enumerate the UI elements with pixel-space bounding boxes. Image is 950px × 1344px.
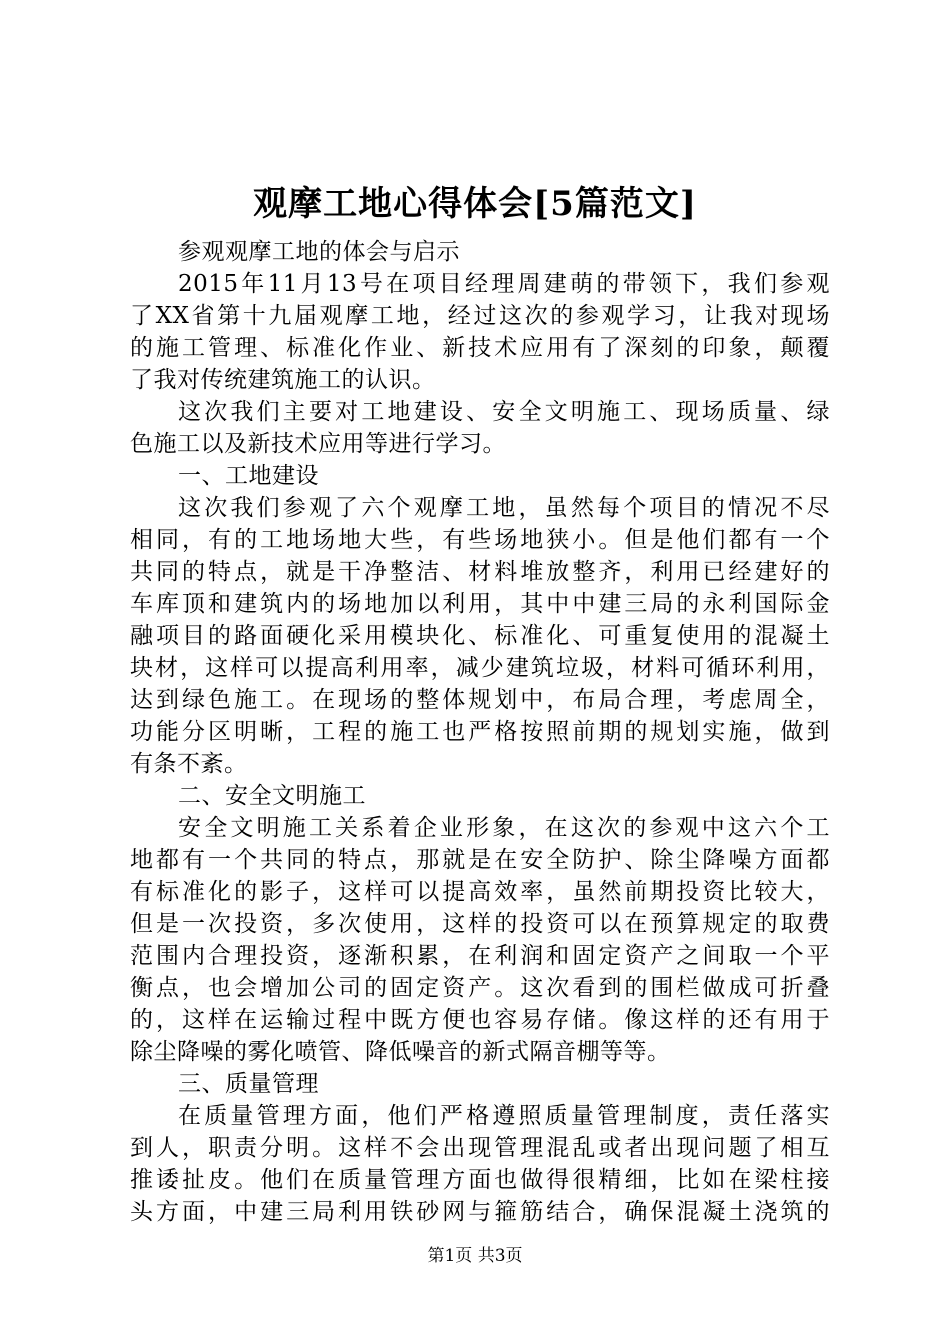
text-line: 了XX省第十九届观摩工地，经过这次的参观学习，让我对现场 (130, 303, 830, 329)
text-line: 衡点，也会增加公司的固定资产。这次看到的围栏做成可折叠 (130, 975, 830, 1001)
text-line: 有标准化的影子，这样可以提高效率，虽然前期投资比较大， (130, 879, 830, 905)
text-line: 功能分区明晰，工程的施工也严格按照前期的规划实施，做到 (130, 719, 830, 745)
text-line: 的施工管理、标准化作业、新技术应用有了深刻的印象，颠覆 (130, 335, 830, 361)
text-line: 2015年11月13号在项目经理周建萌的带领下，我们参观 (178, 271, 830, 297)
document-body (130, 236, 830, 1228)
text-line: 融项目的路面硬化采用模块化、标准化、可重复使用的混凝土 (130, 623, 830, 649)
text-line: 安全文明施工关系着企业形象，在这次的参观中这六个工 (178, 815, 830, 841)
text-line: 有条不紊。 (130, 751, 248, 777)
text-line: 地都有一个共同的特点，那就是在安全防护、除尘降噪方面都 (130, 847, 830, 873)
text-line: 头方面，中建三局利用铁砂网与箍筋结合，确保混凝土浇筑的 (130, 1199, 830, 1225)
text-line: 这次我们参观了六个观摩工地，虽然每个项目的情况不尽 (178, 495, 830, 521)
text-line: 推诿扯皮。他们在质量管理方面也做得很精细，比如在梁柱接 (130, 1167, 830, 1193)
text-line: 这次我们主要对工地建设、安全文明施工、现场质量、绿 (178, 399, 830, 425)
text-line: 范围内合理投资，逐渐积累，在利润和固定资产之间取一个平 (130, 943, 830, 969)
document-title: 观摩工地心得体会[5篇范文] (253, 184, 697, 224)
text-line: 了我对传统建筑施工的认识。 (130, 367, 436, 393)
text-line: 相同，有的工地场地大些，有些场地狭小。但是他们都有一个 (130, 527, 830, 553)
text-line: 共同的特点，就是干净整洁、材料堆放整齐，利用已经建好的 (130, 559, 830, 585)
text-line: 二、安全文明施工 (178, 783, 366, 809)
text-line: 色施工以及新技术应用等进行学习。 (130, 431, 506, 457)
text-line: 但是一次投资，多次使用，这样的投资可以在预算规定的取费 (130, 911, 830, 937)
text-line: 的，这样在运输过程中既方便也容易存储。像这样的还有用于 (130, 1007, 830, 1033)
text-line: 车库顶和建筑内的场地加以利用，其中中建三局的永利国际金 (130, 591, 830, 617)
text-line: 一、工地建设 (178, 463, 319, 489)
text-line: 块材，这样可以提高利用率，减少建筑垃圾，材料可循环利用， (130, 655, 830, 681)
text-line: 达到绿色施工。在现场的整体规划中，布局合理，考虑周全， (130, 687, 830, 713)
text-line: 到人，职责分明。这样不会出现管理混乱或者出现问题了相互 (130, 1135, 830, 1161)
text-line: 除尘降噪的雾化喷管、降低噪音的新式隔音棚等等。 (130, 1039, 671, 1065)
page-footer: 第1页 共3页 (427, 1246, 523, 1266)
text-line: 三、质量管理 (178, 1071, 319, 1097)
text-line: 在质量管理方面，他们严格遵照质量管理制度，责任落实 (178, 1103, 830, 1129)
text-line: 参观观摩工地的体会与启示 (178, 239, 460, 265)
